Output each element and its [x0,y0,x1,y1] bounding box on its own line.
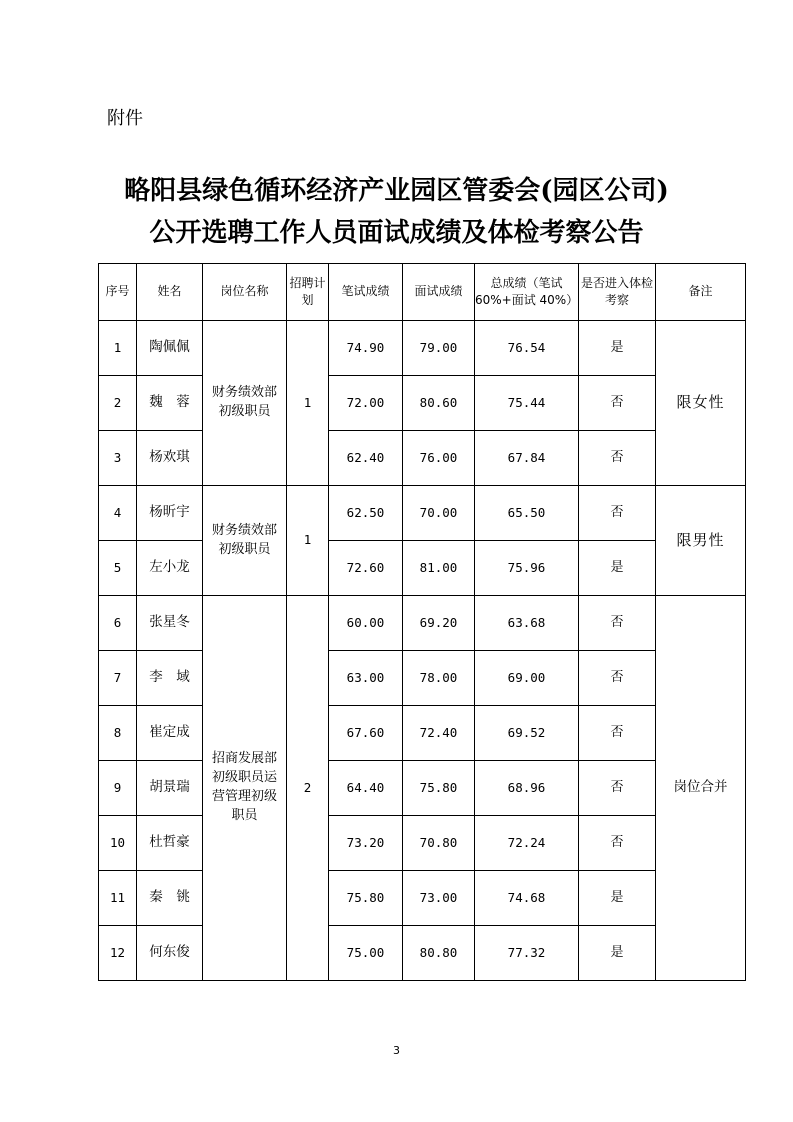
table-row [99,431,746,486]
name-cell: 魏 蓉 [137,376,203,431]
header-written: 笔试成绩 [329,264,403,321]
seq-cell: 10 [99,816,137,871]
seq-cell: 9 [99,761,137,816]
total-cell: 76.54 [475,321,579,376]
exam-cell: 否 [579,816,656,871]
total-cell: 75.44 [475,376,579,431]
table-row [99,596,746,651]
position-cell: 财务绩效部初级职员 [203,321,287,486]
interview-cell: 81.00 [403,541,475,596]
interview-cell: 72.40 [403,706,475,761]
header-remark: 备注 [656,264,746,321]
total-cell: 65.50 [475,486,579,541]
name-cell: 秦 铫 [137,871,203,926]
name-cell: 何东俊 [137,926,203,981]
name-cell: 杜哲豪 [137,816,203,871]
name-cell: 杨昕宇 [137,486,203,541]
seq-cell: 7 [99,651,137,706]
interview-cell: 73.00 [403,871,475,926]
header-exam: 是否进入体检考察 [579,264,656,321]
title-line-2: 公开选聘工作人员面试成绩及体检考察公告 [149,218,644,248]
exam-cell: 是 [579,926,656,981]
seq-cell: 12 [99,926,137,981]
header-total: 总成绩（笔试60%+面试 40%） [475,264,579,321]
table-row [99,541,746,596]
total-cell: 69.52 [475,706,579,761]
name-cell: 杨欢琪 [137,431,203,486]
seq-cell: 11 [99,871,137,926]
plan-cell: 1 [287,486,329,596]
total-cell: 72.24 [475,816,579,871]
remark-cell: 限女性 [656,321,746,486]
seq-cell: 3 [99,431,137,486]
name-cell: 胡景瑞 [137,761,203,816]
seq-cell: 5 [99,541,137,596]
table-row [99,651,746,706]
header-row [99,264,746,321]
interview-cell: 76.00 [403,431,475,486]
exam-cell: 是 [579,871,656,926]
table-row [99,486,746,541]
written-cell: 75.80 [329,871,403,926]
exam-cell: 否 [579,376,656,431]
written-cell: 60.00 [329,596,403,651]
interview-cell: 70.80 [403,816,475,871]
seq-cell: 4 [99,486,137,541]
name-cell: 李 域 [137,651,203,706]
written-cell: 73.20 [329,816,403,871]
total-cell: 75.96 [475,541,579,596]
attachment-label: 附件 [107,108,143,129]
written-cell: 75.00 [329,926,403,981]
exam-cell: 是 [579,541,656,596]
name-cell: 张星冬 [137,596,203,651]
interview-cell: 78.00 [403,651,475,706]
header-interview: 面试成绩 [403,264,475,321]
seq-cell: 8 [99,706,137,761]
header-seq: 序号 [99,264,137,321]
header-position: 岗位名称 [203,264,287,321]
written-cell: 62.40 [329,431,403,486]
exam-cell: 否 [579,596,656,651]
page-number: 3 [393,1044,400,1057]
seq-cell: 1 [99,321,137,376]
total-cell: 63.68 [475,596,579,651]
exam-cell: 是 [579,321,656,376]
total-cell: 74.68 [475,871,579,926]
table-row [99,816,746,871]
interview-cell: 69.20 [403,596,475,651]
exam-cell: 否 [579,486,656,541]
exam-cell: 否 [579,431,656,486]
total-cell: 77.32 [475,926,579,981]
written-cell: 72.60 [329,541,403,596]
seq-cell: 6 [99,596,137,651]
results-table [98,263,746,981]
exam-cell: 否 [579,761,656,816]
written-cell: 63.00 [329,651,403,706]
table-row [99,871,746,926]
remark-cell: 岗位合并 [656,596,746,981]
written-cell: 67.60 [329,706,403,761]
total-cell: 68.96 [475,761,579,816]
written-cell: 64.40 [329,761,403,816]
table-row [99,376,746,431]
exam-cell: 否 [579,651,656,706]
written-cell: 74.90 [329,321,403,376]
name-cell: 左小龙 [137,541,203,596]
total-cell: 69.00 [475,651,579,706]
name-cell: 陶佩佩 [137,321,203,376]
title-line-1: 略阳县绿色循环经济产业园区管委会(园区公司) [124,176,669,206]
total-cell: 67.84 [475,431,579,486]
header-plan: 招聘计划 [287,264,329,321]
plan-cell: 2 [287,596,329,981]
table-row [99,761,746,816]
remark-cell: 限男性 [656,486,746,596]
table-row [99,926,746,981]
interview-cell: 80.60 [403,376,475,431]
position-cell: 招商发展部初级职员运营管理初级职员 [203,596,287,981]
position-cell: 财务绩效部初级职员 [203,486,287,596]
plan-cell: 1 [287,321,329,486]
name-cell: 崔定成 [137,706,203,761]
header-name: 姓名 [137,264,203,321]
written-cell: 62.50 [329,486,403,541]
table-row [99,706,746,761]
interview-cell: 79.00 [403,321,475,376]
interview-cell: 75.80 [403,761,475,816]
interview-cell: 80.80 [403,926,475,981]
seq-cell: 2 [99,376,137,431]
table-row [99,321,746,376]
exam-cell: 否 [579,706,656,761]
interview-cell: 70.00 [403,486,475,541]
written-cell: 72.00 [329,376,403,431]
